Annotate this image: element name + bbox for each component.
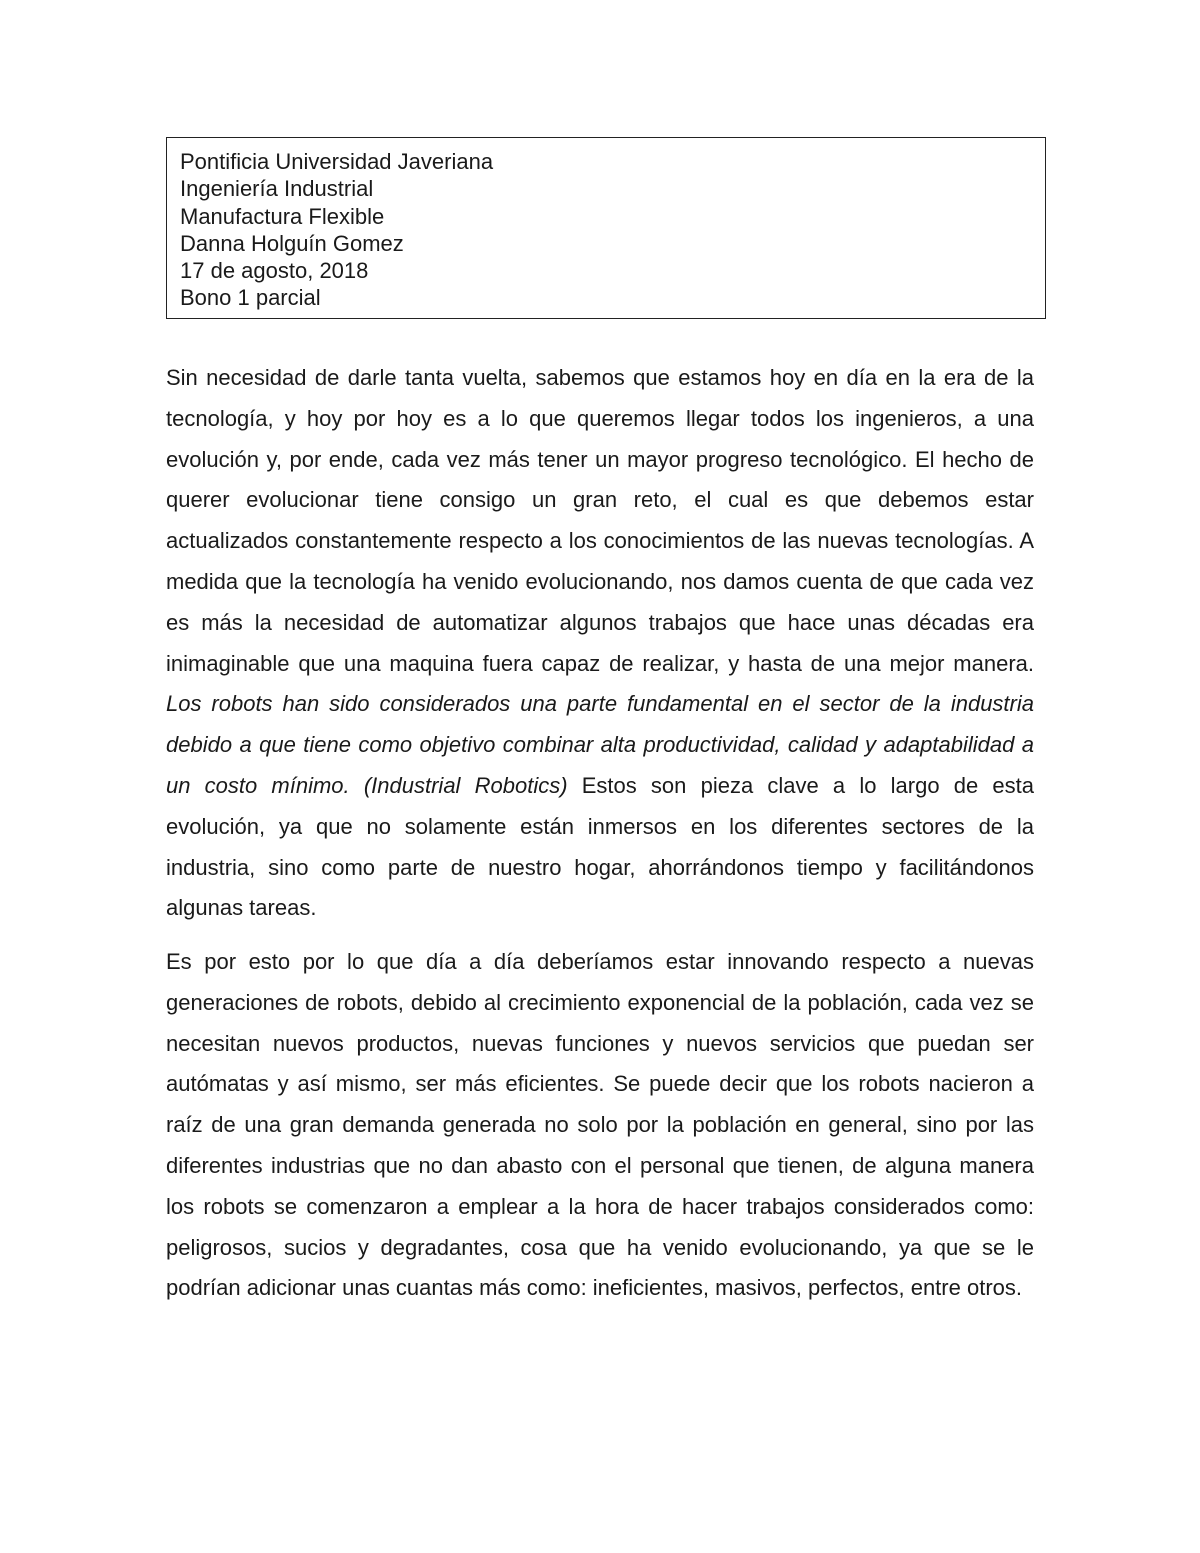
university-name: Pontificia Universidad Javeriana <box>180 149 494 174</box>
paragraph-1-italic-quote: Los robots han sido considerados una parte fundamental en el sector de la industria debido a que tiene como objetivo combinar alta productividad, calidad y adaptabilidad a un costo mínimo. (Industrial Robotics) <box>166 691 1034 798</box>
header-info-box <box>166 137 1046 319</box>
assignment-title: Bono 1 parcial <box>180 285 321 311</box>
course-name: Manufactura Flexible <box>180 203 385 229</box>
paragraph-1-text-end: Estos son pieza clave a lo largo de esta evolución, ya que no solamente están inmersos en los diferentes sectores de la industria, sino como parte de nuestro hogar, ahorrándonos tiempo y facilitándonos algunas tareas. <box>166 772 1034 921</box>
document-date: 17 de agosto, 2018 <box>180 258 369 284</box>
body-paragraph-2: Es por esto por lo que día a día deberíamos estar innovando respecto a nuevas generaciones de robots, debido al crecimiento exponencial de la población, cada vez se necesitan nuevos productos, nuevas funciones y nuevos servicios que puedan ser autómatas y así mismo, ser más eficientes. Se puede decir que los robots nacieron a raíz de una gran demanda generada no solo por la población en general, sino por las diferentes industrias que no dan abasto con el personal que tienen, de alguna manera los robots se comenzaron a emplear a la hora de hacer trabajos considerados como: peligrosos, sucios y degradantes, cosa que ha venido evolucionando, ya que se le podrían adicionar unas cuantas más como: ineficientes, masivos, perfectos, entre otros. <box>166 949 1034 1301</box>
program-name: Ingeniería Industrial <box>180 176 374 202</box>
author-name: Danna Holguín Gomez <box>180 230 404 256</box>
body-paragraph-1 <box>166 358 1034 929</box>
paragraph-1-text-start: Sin necesidad de darle tanta vuelta, sabemos que estamos hoy en día en la era de la tecnología, y hoy por hoy es a lo que queremos llegar todos los ingenieros, a una evolución y, por ende, cada vez más tener un mayor progreso tecnológico. El hecho de querer evolucionar tiene consigo un gran reto, el cual es que debemos estar actualizados constantemente respecto a los conocimientos de las nuevas tecnologías. A medida que la tecnología ha venido evolucionando, nos damos cuenta de que cada vez es más la necesidad de automatizar algunos trabajos que hace unas décadas era inimaginable que una maquina fuera capaz de realizar, y hasta de una mejor manera. <box>166 365 1034 676</box>
